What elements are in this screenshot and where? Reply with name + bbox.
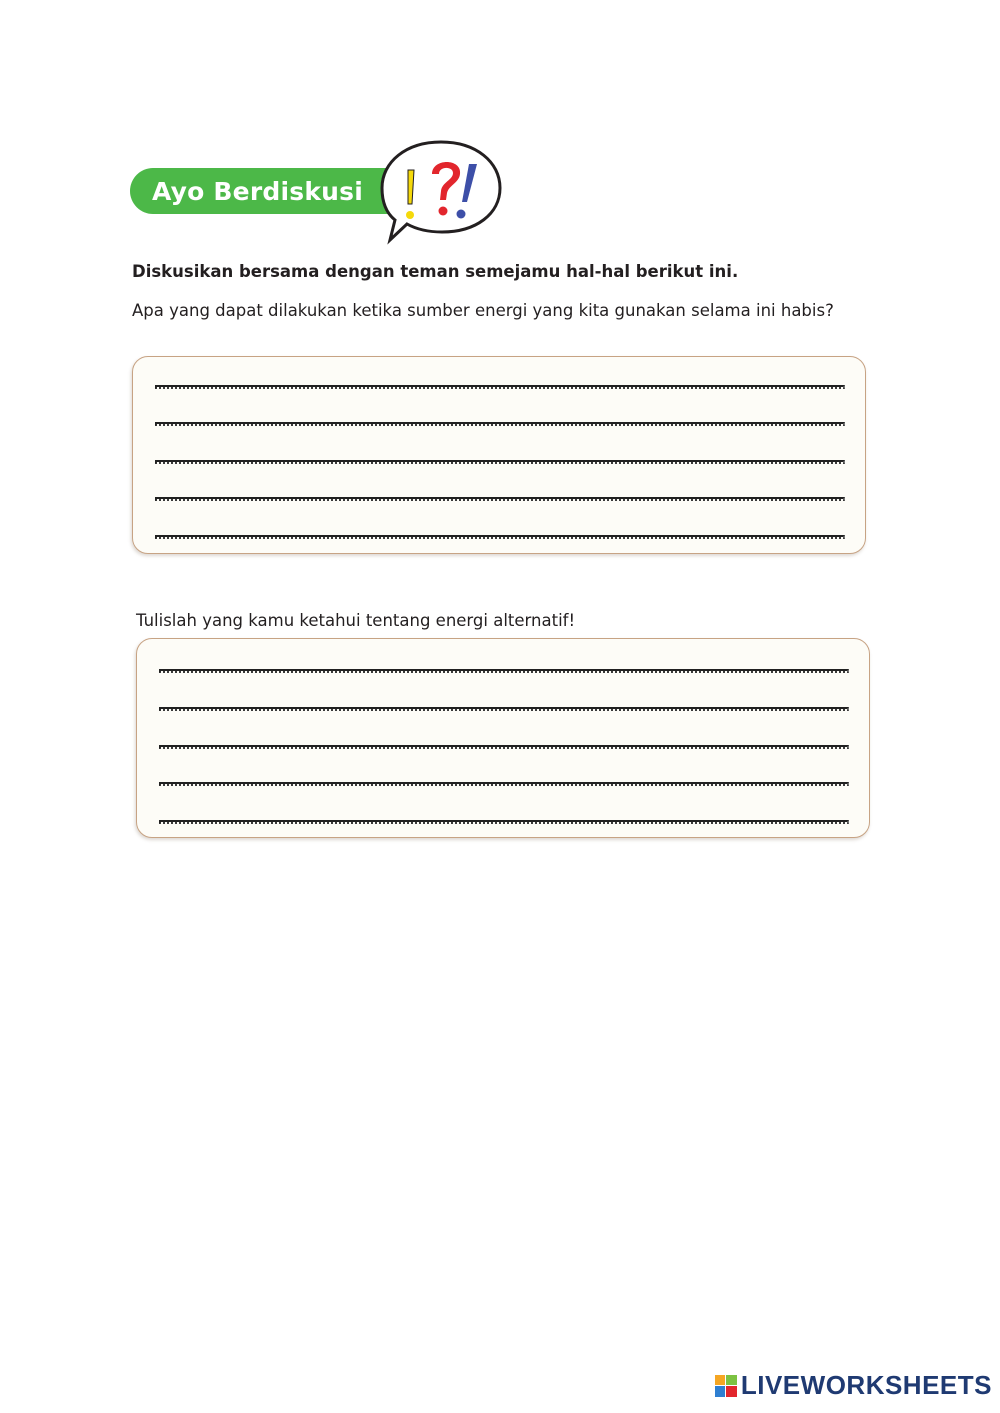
answer-2-line-5[interactable] (159, 820, 849, 824)
answer-1-line-4[interactable] (155, 497, 845, 501)
answer-2-line-1[interactable] (159, 669, 849, 673)
section-title: Ayo Berdiskusi (152, 176, 363, 206)
answer-1-line-3[interactable] (155, 460, 845, 464)
answer-2-line-4[interactable] (159, 782, 849, 786)
answer-1-line-2[interactable] (155, 422, 845, 426)
brand-logo-icon (715, 1375, 737, 1397)
question-2-text: Tulislah yang kamu ketahui tentang energi alternatif! (136, 611, 576, 630)
answer-box-1 (132, 356, 866, 554)
brand-footer (715, 1370, 992, 1401)
answer-1-line-1[interactable] (155, 385, 845, 389)
answer-1-line-5[interactable] (155, 535, 845, 539)
instruction-text: Diskusikan bersama dengan teman semejamu hal-hal berikut ini. (132, 262, 739, 281)
answer-2-line-2[interactable] (159, 707, 849, 711)
exclamation-question-bubble-icon (376, 136, 506, 248)
answer-2-line-3[interactable] (159, 745, 849, 749)
question-1-text: Apa yang dapat dilakukan ketika sumber energi yang kita gunakan selama ini habis? (132, 301, 834, 320)
answer-box-2 (136, 638, 870, 838)
section-banner (130, 168, 398, 214)
brand-name: LIVEWORKSHEETS (740, 1370, 992, 1400)
